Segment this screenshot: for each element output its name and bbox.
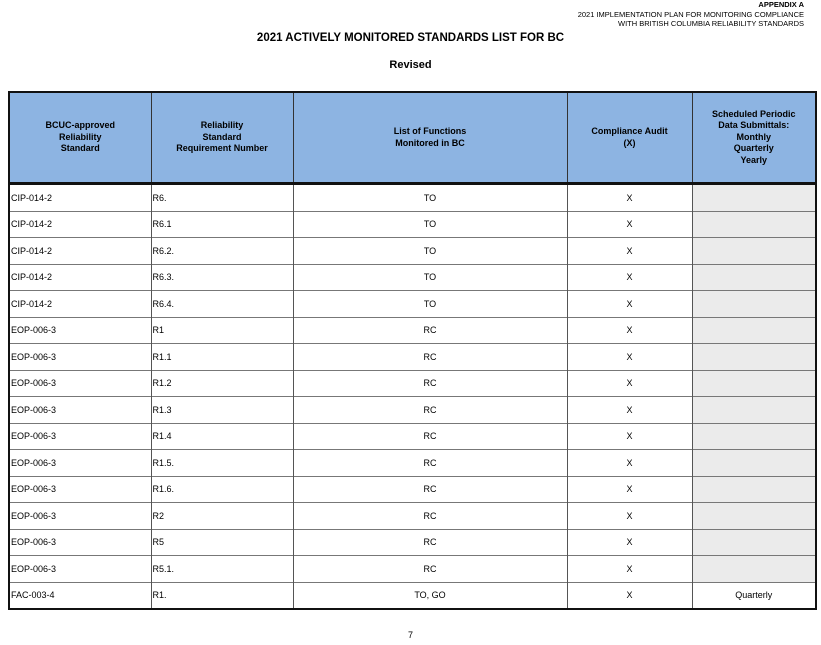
functions-cell: TO [293,211,567,238]
audit-cell: X [567,344,692,371]
standards-table [8,91,817,610]
periodic-cell [692,211,816,238]
header-line: Data Submittals: [718,120,790,131]
standard-cell: EOP-006-3 [9,317,151,344]
header-col-periodic [692,92,816,184]
requirement-cell: R6.1 [151,211,293,238]
table-header-row [9,92,816,184]
periodic-cell [692,317,816,344]
standard-cell: EOP-006-3 [9,397,151,424]
standard-cell: CIP-014-2 [9,211,151,238]
requirement-cell: R1 [151,317,293,344]
standard-cell: EOP-006-3 [9,450,151,477]
header-line: Requirement Number [176,143,268,154]
periodic-cell [692,423,816,450]
header-line: List of Functions [393,126,467,136]
standard-cell: CIP-014-2 [9,184,151,212]
table-row [9,503,816,530]
requirement-cell: R1.3 [151,397,293,424]
standard-cell: FAC-003-4 [9,582,151,609]
periodic-cell [692,344,816,371]
table-row [9,264,816,291]
audit-cell: X [567,582,692,609]
periodic-cell: Quarterly [692,582,816,609]
functions-cell: TO [293,238,567,265]
requirement-cell: R1.4 [151,423,293,450]
functions-cell: TO [293,184,567,212]
header-col-functions [293,92,567,184]
audit-cell: X [567,370,692,397]
functions-cell: RC [293,423,567,450]
functions-cell: RC [293,556,567,583]
table-row [9,291,816,318]
functions-cell: RC [293,344,567,371]
audit-cell: X [567,529,692,556]
periodic-cell [692,291,816,318]
audit-cell: X [567,503,692,530]
table-row [9,238,816,265]
header-line: Reliability [58,131,102,142]
functions-cell: RC [293,317,567,344]
table-row [9,529,816,556]
standard-cell: EOP-006-3 [9,556,151,583]
header-line: Standard [202,131,242,142]
periodic-cell [692,397,816,424]
requirement-cell: R6.3. [151,264,293,291]
standard-cell: EOP-006-3 [9,503,151,530]
header-line: Compliance Audit [591,126,668,136]
periodic-cell [692,184,816,212]
functions-cell: RC [293,476,567,503]
header-line: Monthly [736,131,771,142]
requirement-cell: R6.2. [151,238,293,265]
page-number: 7 [407,630,413,640]
periodic-cell [692,264,816,291]
header-line: Reliability [200,120,244,131]
table-row [9,476,816,503]
header-line: Monitored in BC [395,137,465,148]
functions-cell: RC [293,397,567,424]
header-col-requirement [151,92,293,184]
requirement-cell: R1.6. [151,476,293,503]
audit-cell: X [567,317,692,344]
periodic-cell [692,238,816,265]
functions-cell: TO, GO [293,582,567,609]
standard-cell: CIP-014-2 [9,264,151,291]
header-line: (X) [623,137,636,148]
requirement-cell: R1.1 [151,344,293,371]
audit-cell: X [567,397,692,424]
periodic-cell [692,556,816,583]
header-col-standard [9,92,151,184]
appendix-header [578,0,804,29]
header-line: BCUC-approved [45,120,115,131]
header-line: Standard [60,143,100,154]
header-line: Quarterly [733,143,774,154]
requirement-cell: R2 [151,503,293,530]
page-title: 2021 ACTIVELY MONITORED STANDARDS LIST FOR BC [256,32,565,44]
table-row [9,211,816,238]
requirement-cell: R1.5. [151,450,293,477]
table-row [9,556,816,583]
audit-cell: X [567,211,692,238]
requirement-cell: R6.4. [151,291,293,318]
audit-cell: X [567,291,692,318]
functions-cell: RC [293,529,567,556]
requirement-cell: R1. [151,582,293,609]
standard-cell: EOP-006-3 [9,370,151,397]
appendix-line-2: 2021 IMPLEMENTATION PLAN FOR MONITORING COMPLIANCE [577,9,804,19]
appendix-label: APPENDIX A [758,0,804,9]
audit-cell: X [567,423,692,450]
functions-cell: TO [293,264,567,291]
periodic-cell [692,503,816,530]
table-row [9,317,816,344]
requirement-cell: R6. [151,184,293,212]
table-row [9,370,816,397]
requirement-cell: R5 [151,529,293,556]
requirement-cell: R1.2 [151,370,293,397]
audit-cell: X [567,556,692,583]
header-line: Yearly [740,154,768,165]
standard-cell: CIP-014-2 [9,238,151,265]
page-subtitle: Revised [389,59,432,71]
table-row [9,450,816,477]
table-row [9,423,816,450]
table-body [9,184,816,610]
audit-cell: X [567,238,692,265]
functions-cell: RC [293,370,567,397]
audit-cell: X [567,450,692,477]
audit-cell: X [567,476,692,503]
periodic-cell [692,476,816,503]
table-row [9,344,816,371]
table-row [9,184,816,212]
header-col-audit [567,92,692,184]
header-line: Scheduled Periodic [711,108,796,119]
standard-cell: EOP-006-3 [9,529,151,556]
requirement-cell: R5.1. [151,556,293,583]
table-row [9,397,816,424]
audit-cell: X [567,184,692,212]
standard-cell: CIP-014-2 [9,291,151,318]
periodic-cell [692,370,816,397]
functions-cell: RC [293,450,567,477]
periodic-cell [692,450,816,477]
functions-cell: RC [293,503,567,530]
standard-cell: EOP-006-3 [9,476,151,503]
appendix-line-3: WITH BRITISH COLUMBIA RELIABILITY STANDARDS [617,19,804,28]
audit-cell: X [567,264,692,291]
functions-cell: TO [293,291,567,318]
standard-cell: EOP-006-3 [9,344,151,371]
periodic-cell [692,529,816,556]
standard-cell: EOP-006-3 [9,423,151,450]
table-row [9,582,816,609]
